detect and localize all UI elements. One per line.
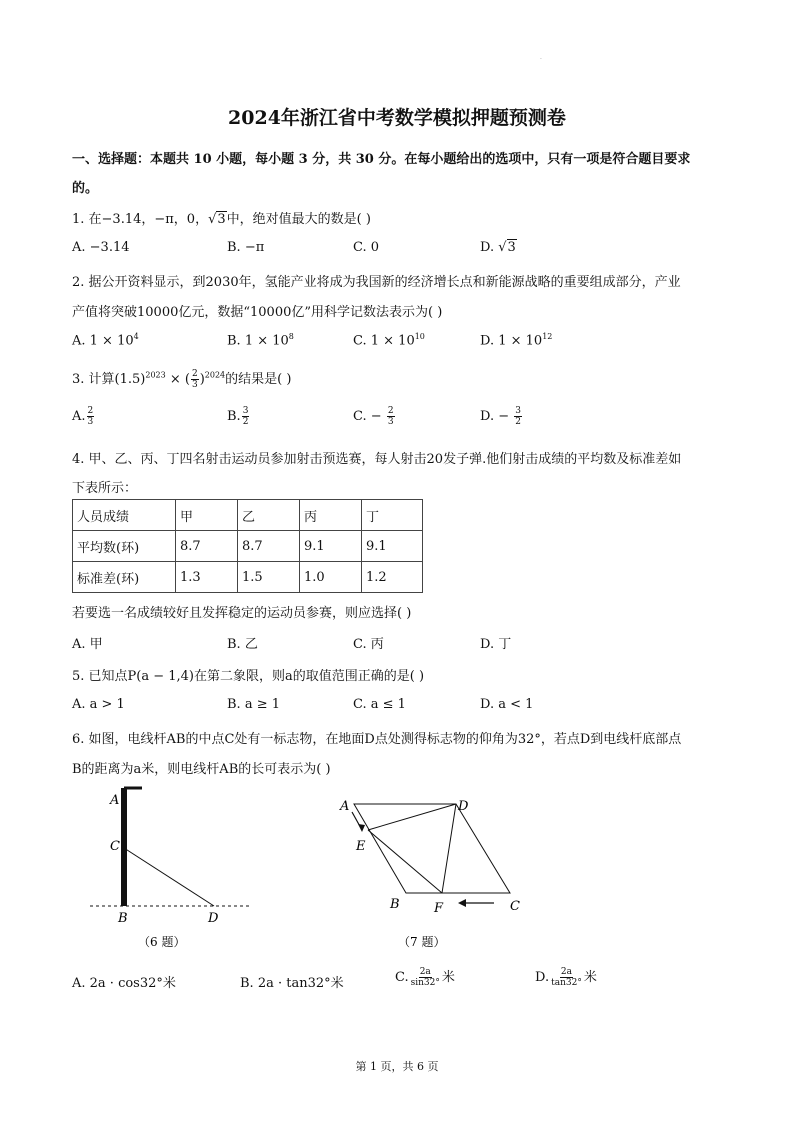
table-cell: 丙	[300, 500, 362, 531]
segment-ef	[368, 830, 442, 893]
table-cell: 1.2	[362, 562, 423, 593]
table-row	[73, 562, 423, 593]
table-header-row	[73, 500, 423, 531]
arrow-head-f	[458, 899, 466, 907]
table-cell: 1.0	[300, 562, 362, 593]
question-4-option-b: B. 乙	[227, 637, 258, 652]
label-a: A	[110, 793, 120, 808]
question-5-option-d: D. a < 1	[480, 697, 534, 712]
question-5-option-a: A. a > 1	[72, 697, 125, 712]
question-6-line2: B的距离为a米，则电线杆AB的长可表示为( )	[72, 762, 331, 777]
label-b: B	[390, 897, 400, 912]
section-instruction-line1: 一、选择题：本题共 10 小题，每小题 3 分，共 30 分。在每小题给出的选项中，只有一项是符合题目要求	[72, 152, 691, 167]
question-6-option-a: A. 2a · cos32°米	[72, 976, 176, 991]
table-cell: 9.1	[362, 531, 423, 562]
question-6-option-b: B. 2a · tan32°米	[240, 976, 344, 991]
segment-ed	[368, 804, 456, 830]
corner-mark: ·	[540, 56, 542, 63]
figure-6-diagram	[80, 780, 280, 960]
page-title: 2024年浙江省中考数学模拟押题预测卷	[228, 107, 566, 129]
question-3-option-c: C. − $\frac{2}{3}$	[353, 406, 394, 427]
table-cell: 标准差(环)	[73, 562, 176, 593]
label-c: C	[510, 899, 520, 914]
question-4-option-a: A. 甲	[72, 637, 103, 652]
table-cell: 人员成绩	[73, 500, 176, 531]
question-3-fraction: $\frac{2}{3}$	[191, 369, 198, 390]
question-5-option-c: C. a ≤ 1	[353, 697, 406, 712]
table-cell: 平均数(环)	[73, 531, 176, 562]
question-2-line1: 2. 据公开资料显示，到2030年，氢能产业将成为我国新的经济增长点和新能源战略的重要组成部分，产业	[72, 275, 681, 290]
question-3-option-b: B. $\frac{3}{2}$	[227, 406, 249, 427]
question-5-stem: 5. 已知点P(a − 1,4)在第二象限，则a的取值范围正确的是( )	[72, 669, 425, 684]
label-d: D	[208, 911, 219, 926]
table-cell: 9.1	[300, 531, 362, 562]
question-2-option-c: C. $1 \times 10^{10}$	[353, 332, 425, 349]
table-row	[73, 531, 423, 562]
label-d: D	[458, 799, 469, 814]
question-4-option-c: C. 丙	[353, 637, 384, 652]
question-1-option-a: A. −3.14	[72, 240, 130, 255]
question-6-option-d: D. $\frac{2a}{\tan 32^\circ}$ 米	[535, 967, 597, 988]
question-3-option-a: A. $\frac{2}{3}$	[72, 406, 94, 427]
table-cell: 8.7	[238, 531, 300, 562]
question-4-option-d: D. 丁	[480, 637, 512, 652]
table-cell: 1.5	[238, 562, 300, 593]
table-cell: 乙	[238, 500, 300, 531]
question-4-line2: 下表所示：	[72, 481, 138, 496]
question-4-prompt: 若要选一名成绩较好且发挥稳定的运动员参赛，则应选择( )	[72, 606, 412, 621]
question-6-line1: 6. 如图，电线杆AB的中点C处有一标志物，在地面D点处测得标志物的仰角为32°，若点D到电线杆底部点	[72, 732, 682, 747]
figure-6-caption: （6 题）	[138, 935, 186, 949]
arrow-head-e	[358, 824, 365, 832]
question-6-option-c: C. $\frac{2a}{\sin 32^\circ}$ 米	[395, 967, 455, 988]
question-3-stem: 3. 计算$(1.5)^{2023}$ × ( $\frac{2}{3}$ )$^{2024}$的结果是( )	[72, 369, 292, 390]
question-5-option-b: B. a ≥ 1	[227, 697, 280, 712]
question-1-option-c: C. 0	[353, 240, 380, 255]
label-e: E	[356, 839, 366, 854]
question-3-option-d: D. − $\frac{3}{2}$	[480, 406, 522, 427]
page-footer: 第 1 页，共 6 页	[355, 1060, 439, 1073]
table-cell: 甲	[176, 500, 238, 531]
score-table	[72, 499, 423, 593]
parallelogram-abcd	[354, 804, 510, 893]
table-cell: 8.7	[176, 531, 238, 562]
label-b: B	[118, 911, 128, 926]
segment-df	[442, 804, 456, 893]
question-4-line1: 4. 甲、乙、丙、丁四名射击运动员参加射击预选赛，每人射击20发子弹.他们射击成绩的平均数及标准差如	[72, 452, 682, 467]
label-a: A	[340, 799, 350, 814]
figure-7-caption: （7 题）	[398, 935, 446, 949]
sight-line-cd	[124, 848, 214, 906]
question-2-option-b: B. $1 \times 10^8$	[227, 332, 294, 349]
question-2-option-d: D. $1 \times 10^{12}$	[480, 332, 553, 349]
question-1-option-b: B. −π	[227, 240, 265, 255]
label-c: C	[110, 839, 120, 854]
figure-7-diagram	[330, 790, 550, 960]
table-cell: 1.3	[176, 562, 238, 593]
question-1-stem: 1. 在−3.14，−π，0，√3中，绝对值最大的数是( )	[72, 212, 371, 227]
question-2-line2: 产值将突破10000亿元，数据“10000亿”用科学记数法表示为( )	[72, 305, 443, 320]
table-cell: 丁	[362, 500, 423, 531]
question-2-option-a: A. $1 \times 10^4$	[72, 332, 139, 349]
question-1-option-d: D. √3	[480, 240, 516, 255]
label-f: F	[434, 901, 444, 916]
section-instruction-line2: 的。	[72, 181, 99, 196]
